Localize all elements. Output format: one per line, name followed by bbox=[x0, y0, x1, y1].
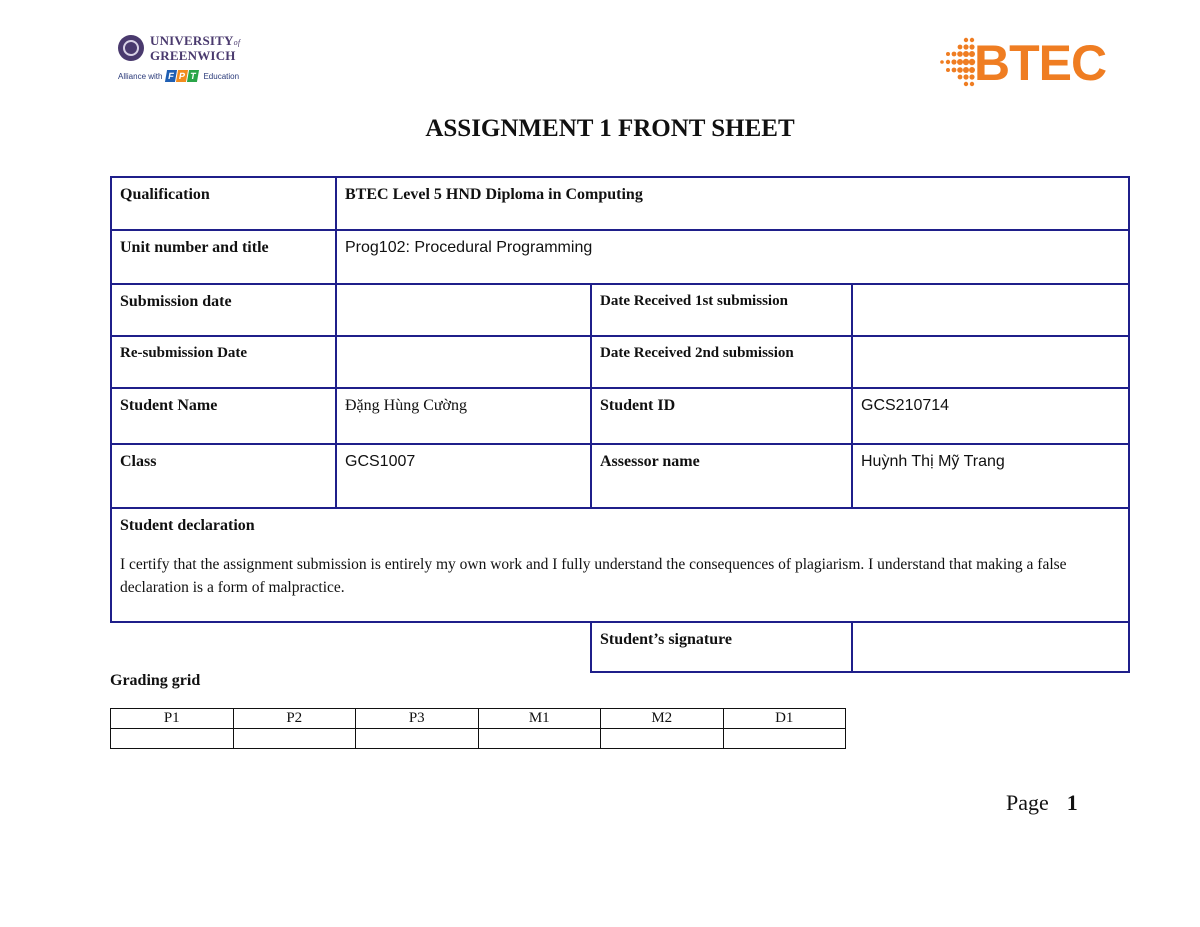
grading-grid-label: Grading grid bbox=[110, 672, 201, 689]
page-number-value: 1 bbox=[1066, 790, 1078, 815]
grade-value-p1[interactable] bbox=[111, 729, 234, 749]
unit-label: Unit number and title bbox=[111, 230, 336, 284]
received-1st-label: Date Received 1st submission bbox=[591, 284, 852, 336]
alliance-prefix: Alliance with bbox=[118, 71, 163, 81]
grade-value-m2[interactable] bbox=[601, 729, 724, 749]
qualification-value: BTEC Level 5 HND Diploma in Computing bbox=[336, 177, 1129, 230]
submission-date-label: Submission date bbox=[111, 284, 336, 336]
unit-value: Prog102: Procedural Programming bbox=[336, 230, 1129, 284]
student-id-label: Student ID bbox=[591, 388, 852, 444]
grading-header-row bbox=[111, 709, 846, 729]
resubmission-date-label: Re-submission Date bbox=[111, 336, 336, 388]
class-row bbox=[111, 444, 1129, 508]
class-label: Class bbox=[111, 444, 336, 508]
grade-value-p3[interactable] bbox=[356, 729, 479, 749]
university-name-line1: UNIVERSITY bbox=[150, 33, 234, 48]
class-value: GCS1007 bbox=[336, 444, 591, 508]
received-2nd-value[interactable] bbox=[852, 336, 1129, 388]
grading-grid bbox=[110, 708, 846, 749]
qualification-row bbox=[111, 177, 1129, 230]
signature-spacer bbox=[111, 622, 591, 672]
grade-header-d1: D1 bbox=[723, 709, 846, 729]
btec-dots-icon bbox=[936, 36, 976, 88]
received-2nd-label: Date Received 2nd submission bbox=[591, 336, 852, 388]
grade-header-p2: P2 bbox=[233, 709, 356, 729]
grade-header-m2: M2 bbox=[601, 709, 724, 729]
grade-header-m1: M1 bbox=[478, 709, 601, 729]
grade-value-m1[interactable] bbox=[478, 729, 601, 749]
student-row bbox=[111, 388, 1129, 444]
resubmission-row bbox=[111, 336, 1129, 388]
btec-logo bbox=[936, 32, 1126, 92]
fpt-letter-f: F bbox=[165, 70, 177, 82]
fpt-letter-t: T bbox=[187, 70, 199, 82]
assessor-value: Huỳnh Thị Mỹ Trang bbox=[852, 444, 1129, 508]
grade-header-p1: P1 bbox=[111, 709, 234, 729]
front-sheet-table bbox=[110, 176, 1128, 673]
alliance-suffix: Education bbox=[203, 71, 240, 81]
assessor-label: Assessor name bbox=[591, 444, 852, 508]
unit-row bbox=[111, 230, 1129, 284]
submission-date-value[interactable] bbox=[336, 284, 591, 336]
student-id-value: GCS210714 bbox=[852, 388, 1129, 444]
university-name-line2: GREENWICH bbox=[150, 48, 236, 63]
declaration-row bbox=[111, 508, 1129, 622]
declaration-label: Student declaration bbox=[120, 517, 255, 534]
qualification-label: Qualification bbox=[111, 177, 336, 230]
submission-row bbox=[111, 284, 1129, 336]
fpt-letter-p: P bbox=[176, 70, 188, 82]
signature-row bbox=[111, 622, 1129, 672]
signature-value[interactable] bbox=[852, 622, 1129, 672]
university-seal-icon bbox=[118, 35, 144, 61]
grade-header-p3: P3 bbox=[356, 709, 479, 729]
fpt-logo bbox=[166, 70, 199, 82]
student-name-value: Đặng Hùng Cường bbox=[336, 388, 591, 444]
received-1st-value[interactable] bbox=[852, 284, 1129, 336]
fpt-alliance bbox=[118, 70, 258, 82]
student-name-label: Student Name bbox=[111, 388, 336, 444]
grade-value-d1[interactable] bbox=[723, 729, 846, 749]
resubmission-date-value[interactable] bbox=[336, 336, 591, 388]
btec-wordmark: BTEC bbox=[974, 35, 1107, 91]
page-label: Page bbox=[1006, 790, 1049, 815]
university-of: of bbox=[233, 38, 241, 47]
declaration-text: I certify that the assignment submission is entirely my own work and I fully understand the consequences of plagiarism. I understand that making a false declaration is a form of malpractice. bbox=[120, 556, 1067, 596]
page-number bbox=[1006, 790, 1078, 816]
university-logo bbox=[118, 34, 258, 94]
signature-label: Student’s signature bbox=[591, 622, 852, 672]
grade-value-p2[interactable] bbox=[233, 729, 356, 749]
declaration-cell bbox=[111, 508, 1129, 622]
grading-value-row bbox=[111, 729, 846, 749]
page-title: ASSIGNMENT 1 FRONT SHEET bbox=[425, 115, 795, 142]
